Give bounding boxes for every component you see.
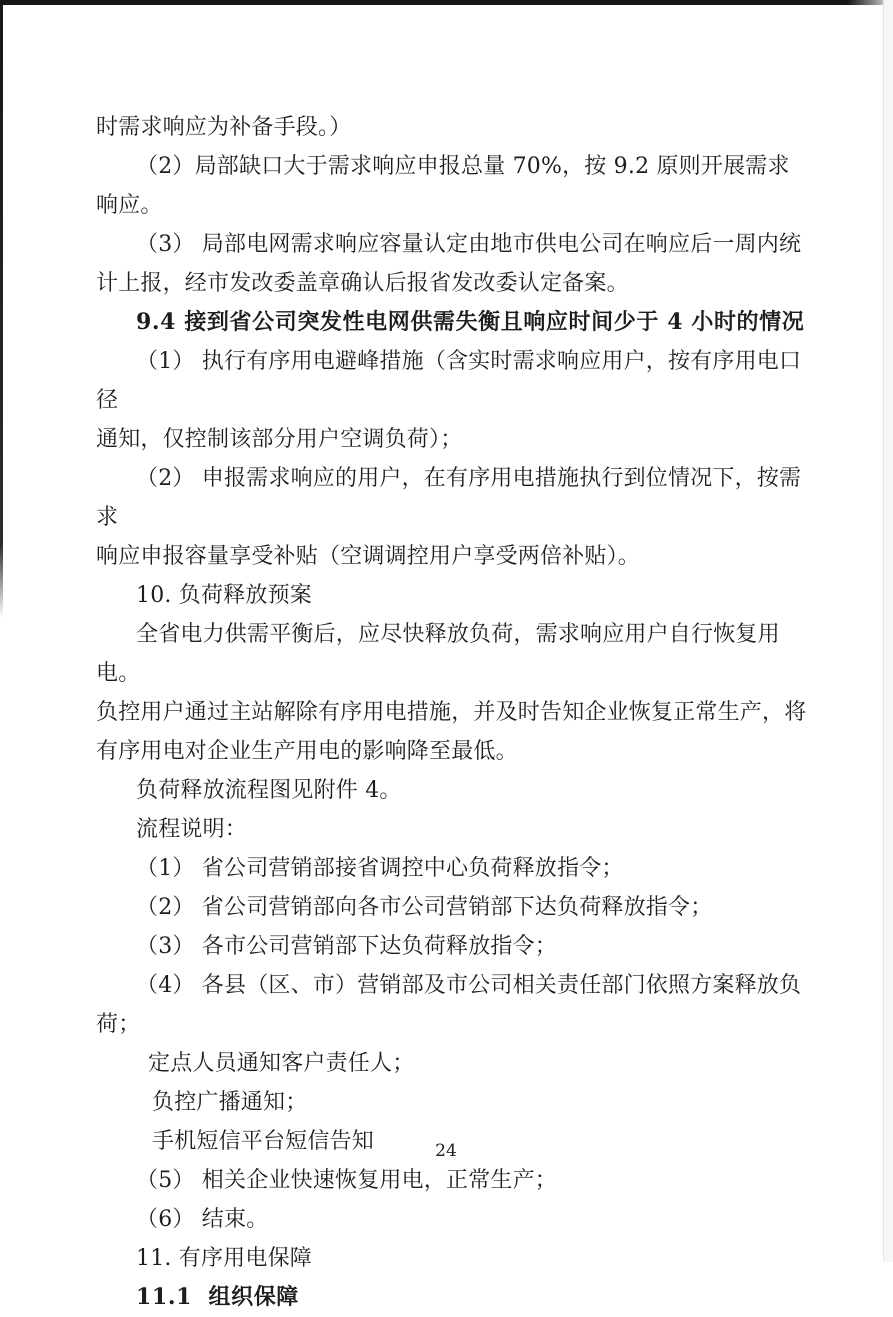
flow-step-1: （1） 省公司营销部接省调控中心负荷释放指令； xyxy=(136,856,624,881)
list-item-1: （1） 执行有序用电避峰措施（含实时需求响应用户，按有序用电口径 xyxy=(96,349,802,413)
section-10-heading: 10. 负荷释放预案 xyxy=(136,583,312,608)
flow-step-2: （2） 省公司营销部向各市公司营销部下达负荷释放指令； xyxy=(136,895,713,920)
body-line-continuation: 负控用户通过主站解除有序用电措施，并及时告知企业恢复正常生产，将 xyxy=(96,700,807,725)
flow-step-5: （5） 相关企业快速恢复用电，正常生产； xyxy=(136,1168,557,1193)
body-line-continuation: 计上报，经市发改委盖章确认后报省发改委认定备案。 xyxy=(96,271,629,296)
body-line-continuation: 时需求响应为补备手段。） xyxy=(96,115,352,140)
heading-11-1: 11.1 组织保障 xyxy=(136,1284,299,1310)
scan-edge-right xyxy=(883,0,893,1262)
page-number: 24 xyxy=(435,1141,457,1161)
body-line: 流程说明： xyxy=(136,817,248,842)
body-line: 全省电力供需平衡后，应尽快释放负荷，需求响应用户自行恢复用电。 xyxy=(96,622,780,686)
body-line-continuation: 响应申报容量享受补贴（空调调控用户享受两倍补贴）。 xyxy=(96,544,641,569)
body-line-continuation: 有序用电对企业生产用电的影响降至最低。 xyxy=(96,739,518,764)
flow-step-3: （3） 各市公司营销部下达负荷释放指令； xyxy=(136,934,557,959)
flow-step-4: （4） 各县（区、市）营销部及市公司相关责任部门依照方案释放负荷； xyxy=(96,973,802,1037)
body-line: 负荷释放流程图见附件 4。 xyxy=(136,778,402,803)
section-11-heading: 11. 有序用电保障 xyxy=(136,1246,312,1271)
list-item-2: （2）局部缺口大于需求响应申报总量 70%，按 9.2 原则开展需求响应。 xyxy=(96,154,790,218)
heading-9-4: 9.4 接到省公司突发性电网供需失衡且响应时间少于 4 小时的情况 xyxy=(136,309,805,335)
scan-edge-left xyxy=(0,0,3,618)
document-body xyxy=(96,108,808,1317)
flow-sub-step: 定点人员通知客户责任人； xyxy=(148,1051,415,1076)
list-item-3: （3） 局部电网需求响应容量认定由地市供电公司在响应后一周内统 xyxy=(136,232,802,257)
list-item-2: （2） 申报需求响应的用户，在有序用电措施执行到位情况下，按需求 xyxy=(96,466,802,530)
flow-step-6: （6） 结束。 xyxy=(136,1207,269,1232)
flow-sub-step: 手机短信平台短信告知 xyxy=(152,1129,375,1154)
scan-edge-top xyxy=(0,0,892,5)
body-line-continuation: 通知，仅控制该部分用户空调负荷）； xyxy=(96,427,463,452)
flow-sub-step: 负控广播通知； xyxy=(152,1090,308,1115)
